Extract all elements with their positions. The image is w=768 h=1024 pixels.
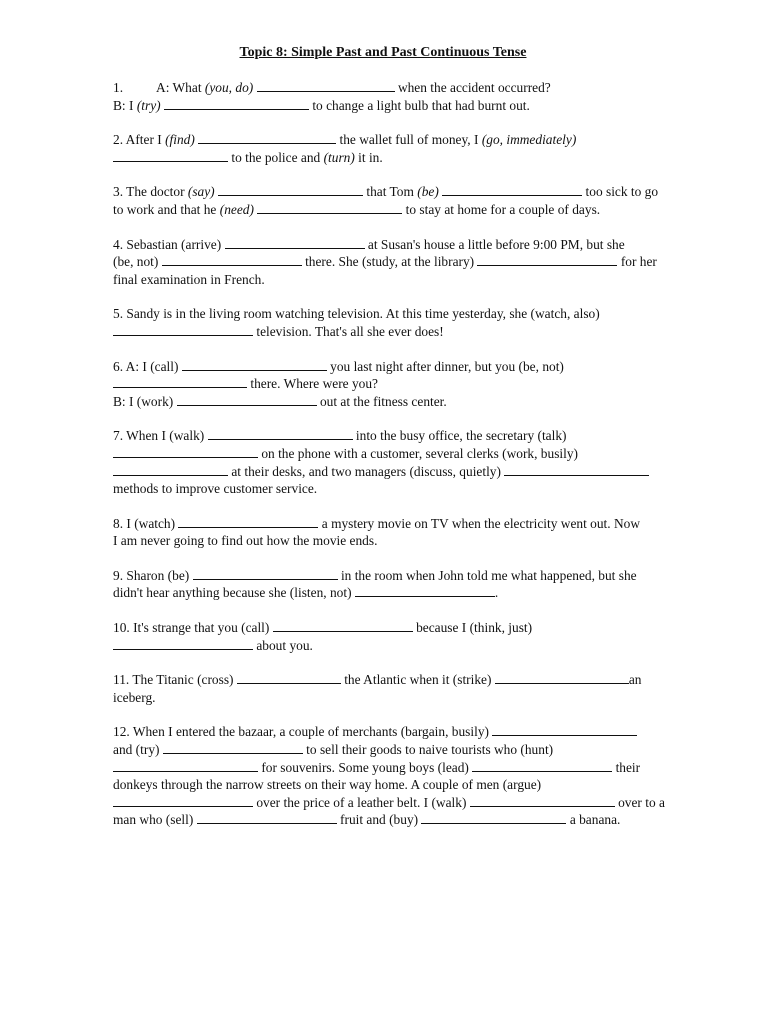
answer-blank[interactable] xyxy=(218,184,363,196)
answer-blank[interactable] xyxy=(193,568,338,580)
answer-blank[interactable] xyxy=(504,464,649,476)
answer-blank[interactable] xyxy=(113,324,253,336)
question-3: 3. The doctor (say) that Tom (be) too sick to go to work and that he (need) to stay at home for a couple of days. xyxy=(113,184,659,217)
answer-blank[interactable] xyxy=(237,672,341,684)
answer-blank[interactable] xyxy=(477,254,617,266)
answer-blank[interactable] xyxy=(257,80,395,92)
question-6: 6. A: I (call) you last night after dinner, but you (be, not) there. Where were you? B: I (work) out at the fitness center. xyxy=(113,358,564,409)
answer-blank[interactable] xyxy=(113,638,253,650)
question-8: 8. I (watch) a mystery movie on TV when the electricity went out. Now I am never going to find out how the movie ends. xyxy=(113,515,640,549)
question-9: 9. Sharon (be) in the room when John told me what happened, but she didn't hear anything because she (listen, not) . xyxy=(113,567,637,601)
question-1-line-b: B: I (try) to change a light bulb that had burnt out. xyxy=(113,97,530,113)
answer-blank[interactable] xyxy=(113,446,258,458)
answer-blank[interactable] xyxy=(113,795,253,807)
answer-blank[interactable] xyxy=(177,394,317,406)
answer-blank[interactable] xyxy=(163,742,303,754)
answer-blank[interactable] xyxy=(182,359,327,371)
answer-blank[interactable] xyxy=(257,202,402,214)
question-5: 5. Sandy is in the living room watching television. At this time yesterday, she (watch, also) television. That's all she ever does! xyxy=(113,306,600,339)
answer-blank[interactable] xyxy=(162,254,302,266)
answer-blank[interactable] xyxy=(355,585,495,597)
answer-blank[interactable] xyxy=(472,760,612,772)
answer-blank[interactable] xyxy=(421,812,566,824)
worksheet-page xyxy=(113,44,713,846)
answer-blank[interactable] xyxy=(178,516,318,528)
answer-blank[interactable] xyxy=(225,237,365,249)
answer-blank[interactable] xyxy=(113,464,228,476)
question-12: 12. When I entered the bazaar, a couple of merchants (bargain, busily) and (try) to sell their goods to naive tourists who (hunt) for souvenirs. Some young boys (lead) their donkeys through the narrow streets on their way home. A couple of men (argue) over the price of a leather belt. I (walk) over to a man who (sell) fruit and (buy) a banana. xyxy=(113,724,665,828)
answer-blank[interactable] xyxy=(113,760,258,772)
answer-blank[interactable] xyxy=(273,620,413,632)
answer-blank[interactable] xyxy=(442,184,582,196)
question-1-line-a: 1. A: What (you, do) when the accident occurred? xyxy=(113,80,551,95)
answer-blank[interactable] xyxy=(495,672,629,684)
question-7: 7. When I (walk) into the busy office, the secretary (talk) on the phone with a customer, several clerks (work, busily) at their desks, and two managers (discuss, quietly) methods to improve customer service. xyxy=(113,427,713,497)
question-11: 11. The Titanic (cross) the Atlantic when it (strike) an iceberg. xyxy=(113,672,642,705)
question-2: 2. After I (find) the wallet full of money, I (go, immediately) to the police and (turn) it in. xyxy=(113,132,577,165)
answer-blank[interactable] xyxy=(197,812,337,824)
answer-blank[interactable] xyxy=(208,428,353,440)
answer-blank[interactable] xyxy=(492,724,637,736)
question-10: 10. It's strange that you (call) because I (think, just) about you. xyxy=(113,620,533,653)
answer-blank[interactable] xyxy=(113,150,228,162)
question-1 xyxy=(113,79,713,114)
answer-blank[interactable] xyxy=(113,376,247,388)
answer-blank[interactable] xyxy=(198,132,336,144)
answer-blank[interactable] xyxy=(470,795,615,807)
question-4: 4. Sebastian (arrive) at Susan's house a little before 9:00 PM, but she (be, not) there. She (study, at the library) for her final examination in French. xyxy=(113,236,657,287)
worksheet-title: Topic 8: Simple Past and Past Continuous Tense xyxy=(239,45,527,60)
answer-blank[interactable] xyxy=(164,98,309,110)
